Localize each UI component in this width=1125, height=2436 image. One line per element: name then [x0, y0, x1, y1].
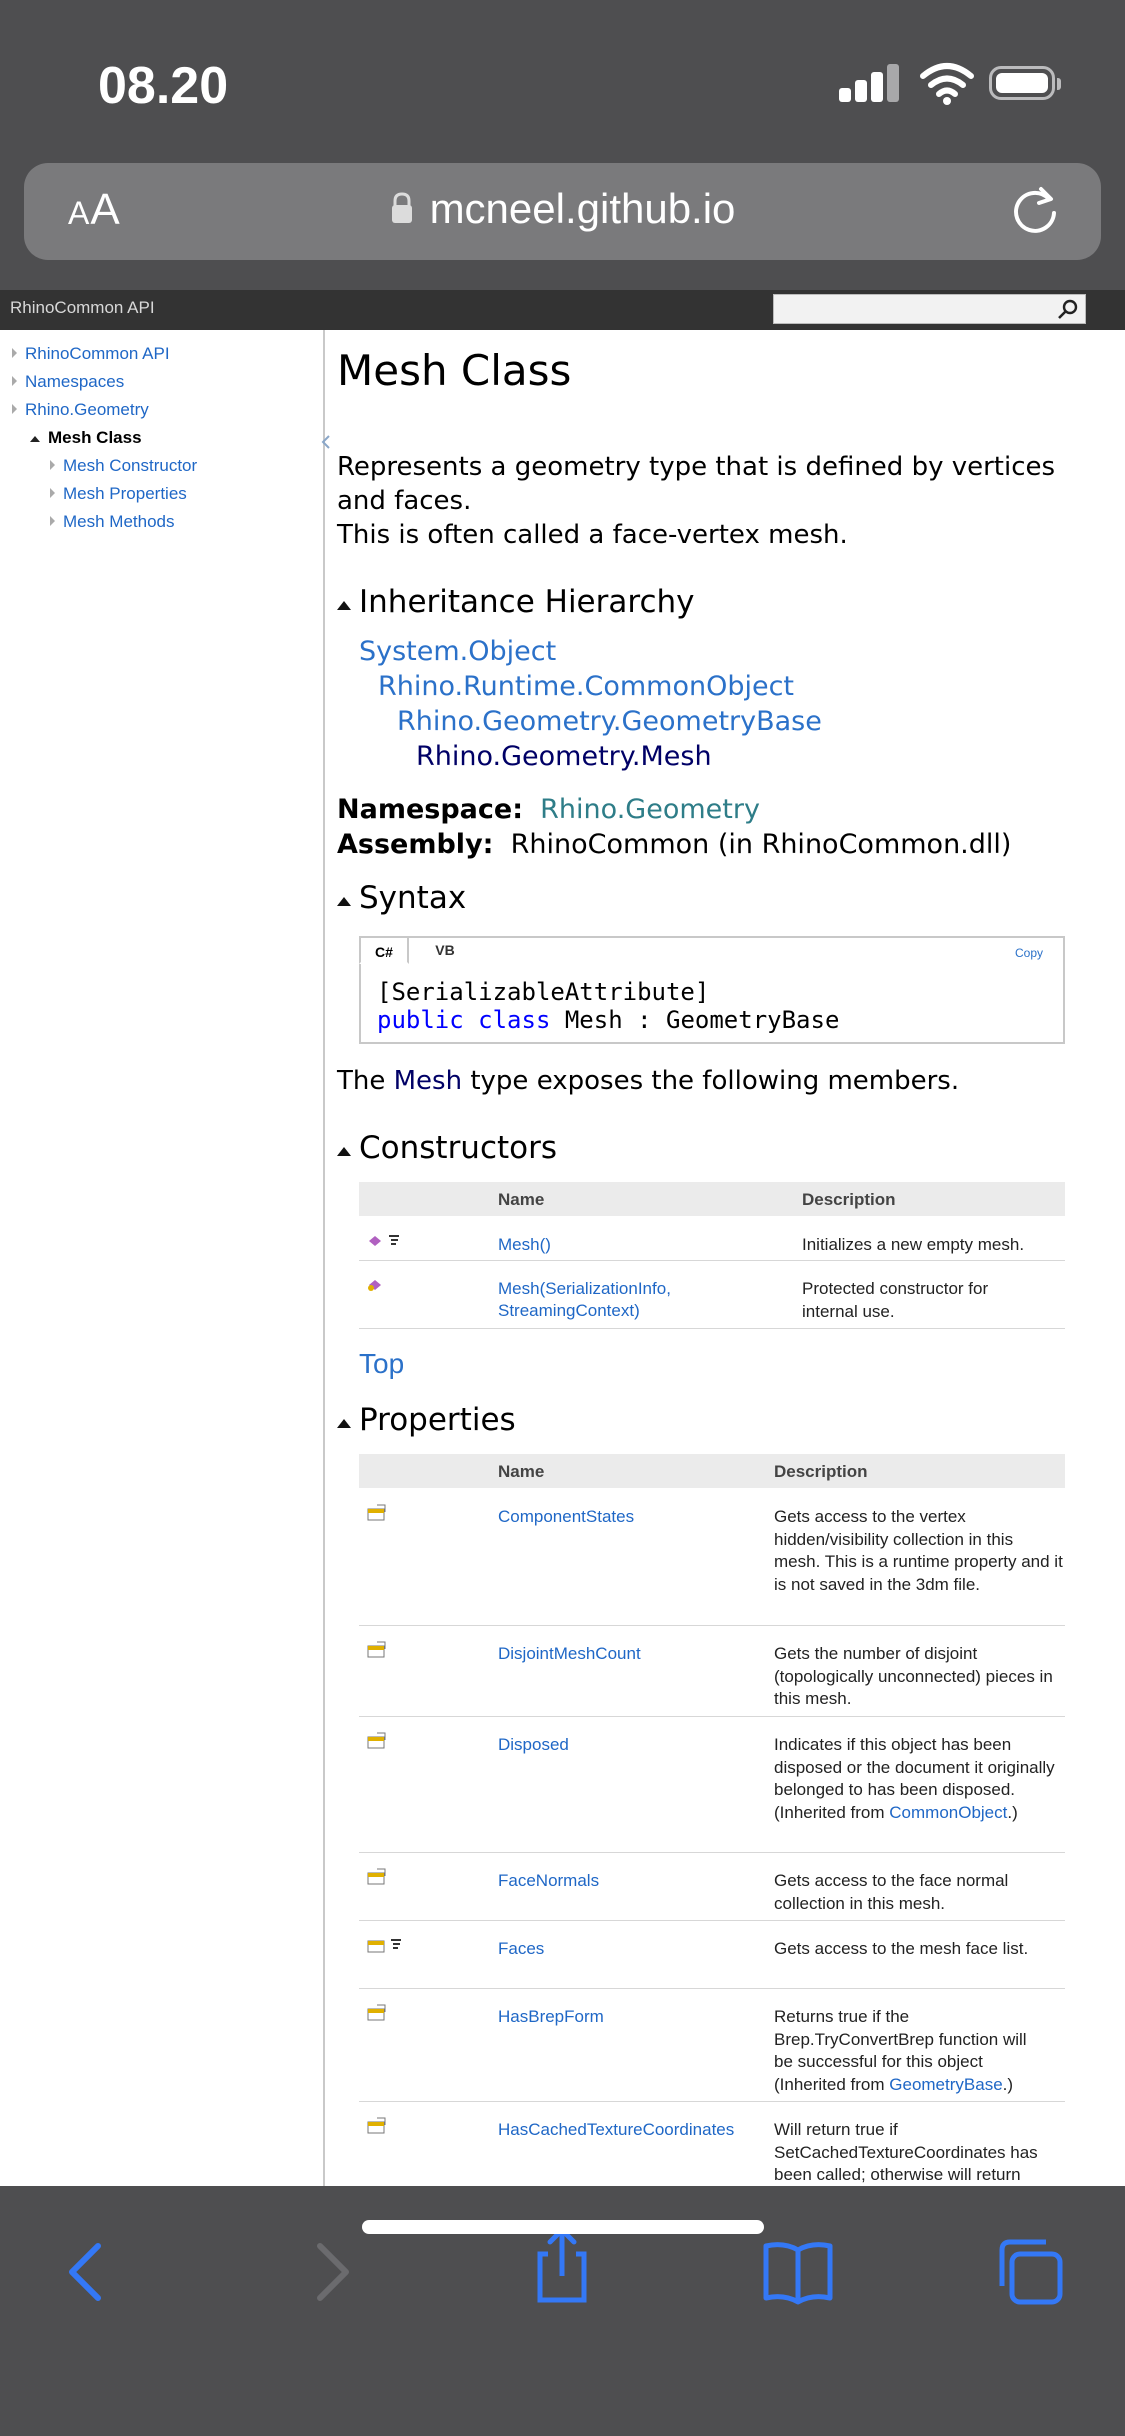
- property-icon: [367, 1641, 387, 1659]
- home-indicator: [362, 2220, 764, 2234]
- search-icon[interactable]: [1057, 298, 1079, 320]
- code-text: [SerializableAttribute] public class Mesh : GeometryBase: [377, 978, 840, 1034]
- property-description: Indicates if this object has been disposed or the document it originally belonged to has been disposed. (Inherited from CommonObject.): [774, 1735, 1055, 1822]
- property-description: Will return true if SetCachedTextureCoordinates has been called; otherwise will return: [774, 2120, 1038, 2185]
- address-bar[interactable]: [24, 163, 1101, 260]
- tabs-icon[interactable]: [990, 2232, 1070, 2312]
- lock-icon: [390, 191, 414, 225]
- table-header: Name Description: [359, 1182, 1065, 1216]
- browser-top-chrome: [0, 0, 1125, 290]
- hierarchy-item[interactable]: Rhino.Geometry.GeometryBase: [397, 706, 822, 737]
- section-constructors-heading[interactable]: Constructors: [337, 1130, 557, 1166]
- table-row: [359, 1920, 1065, 1989]
- page-title: Mesh Class: [337, 346, 572, 395]
- table-header: Name Description: [359, 1454, 1065, 1488]
- expand-arrow-icon: [50, 460, 55, 470]
- members-intro: The Mesh type exposes the following members.: [337, 1066, 960, 1096]
- expand-arrow-icon: [50, 488, 55, 498]
- toc-item-mesh-properties[interactable]: Mesh Properties: [50, 484, 187, 504]
- top-link[interactable]: Top: [359, 1348, 405, 1379]
- reload-icon[interactable]: [1007, 183, 1063, 239]
- property-link[interactable]: HasBrepForm: [498, 2007, 604, 2026]
- toc-item-mesh-class[interactable]: Mesh Class: [30, 428, 142, 448]
- namespace-link[interactable]: Rhino.Geometry: [540, 794, 760, 825]
- toc-item-rhino-geometry[interactable]: Rhino.Geometry: [12, 400, 149, 420]
- back-icon[interactable]: [48, 2232, 128, 2312]
- section-properties-heading[interactable]: Properties: [337, 1402, 516, 1438]
- property-description: Gets the number of disjoint (topologically unconnected) pieces in this mesh.: [774, 1644, 1053, 1709]
- battery-icon: [989, 66, 1055, 100]
- copy-link[interactable]: Copy: [1011, 946, 1047, 960]
- summary-line-1: Represents a geometry type that is defined by vertices and faces.: [337, 452, 1056, 516]
- table-row: [359, 1716, 1065, 1853]
- property-description: Gets access to the face normal collection in this mesh.: [774, 1871, 1009, 1913]
- toc-item-mesh-methods[interactable]: Mesh Methods: [50, 512, 175, 532]
- expand-arrow-icon: [50, 516, 55, 526]
- property-description: Gets access to the mesh face list.: [774, 1939, 1029, 1958]
- collapse-arrow-icon: [30, 436, 40, 442]
- toc-resize-handle-icon[interactable]: [321, 434, 331, 450]
- property-icon: [367, 2117, 387, 2135]
- toc-item-namespaces[interactable]: Namespaces: [12, 372, 124, 392]
- collapse-triangle-icon: [337, 1147, 351, 1156]
- table-row: [359, 1988, 1065, 2102]
- site-header: [0, 290, 1125, 330]
- status-time: 08.20: [98, 57, 229, 115]
- hierarchy-item[interactable]: Rhino.Runtime.CommonObject: [378, 671, 795, 702]
- property-description: Returns true if the Brep.TryConvertBrep function will be successful for this object (Inherited from GeometryBase.): [774, 2007, 1027, 2094]
- collapse-triangle-icon: [337, 601, 351, 610]
- site-title[interactable]: RhinoCommon API: [10, 298, 155, 317]
- toc-item-mesh-constructor[interactable]: Mesh Constructor: [50, 456, 197, 476]
- inherited-from-link[interactable]: GeometryBase: [889, 2074, 1003, 2094]
- search-input[interactable]: [773, 294, 1086, 324]
- bookmarks-icon[interactable]: [758, 2232, 838, 2312]
- toc-item-rhinocommon-api[interactable]: RhinoCommon API: [12, 344, 170, 364]
- constructors-table: [359, 1182, 1065, 1362]
- table-row: [359, 1260, 1065, 1329]
- section-syntax-heading[interactable]: Syntax: [337, 880, 466, 916]
- property-link[interactable]: FaceNormals: [498, 1871, 600, 1890]
- constructor-link[interactable]: Mesh(SerializationInfo, StreamingContext): [498, 1279, 671, 1320]
- table-row: [359, 1488, 1065, 1626]
- forward-icon[interactable]: [290, 2232, 370, 2312]
- table-row: [359, 1216, 1065, 1261]
- namespace-line: Namespace: Rhino.Geometry: [337, 794, 760, 825]
- property-link[interactable]: ComponentStates: [498, 1507, 635, 1526]
- mesh-type-link[interactable]: Mesh: [393, 1066, 463, 1096]
- collapse-triangle-icon: [337, 897, 351, 906]
- code-snippet-box: [359, 936, 1065, 1044]
- properties-table: [359, 1454, 1065, 2194]
- property-icon: [367, 1504, 387, 1522]
- assembly-line: Assembly: RhinoCommon (in RhinoCommon.dll): [337, 829, 1012, 860]
- property-static-icon: [367, 1936, 407, 1954]
- property-link[interactable]: DisjointMeshCount: [498, 1644, 641, 1663]
- property-link[interactable]: HasCachedTextureCoordinates: [498, 2120, 735, 2139]
- tab-csharp[interactable]: C#: [359, 936, 409, 964]
- constructor-description: Initializes a new empty mesh.: [802, 1235, 1025, 1254]
- signal-icon: [839, 62, 901, 106]
- main-content: [337, 330, 1097, 2186]
- expand-arrow-icon: [12, 376, 17, 386]
- public-constructor-icon: [367, 1232, 407, 1250]
- property-description: Gets access to the vertex hidden/visibility collection in this mesh. This is a runtime property and it is not saved in the 3dm file.: [774, 1507, 1063, 1594]
- url-text: mcneel.github.io: [429, 185, 736, 232]
- inherited-from-link[interactable]: CommonObject: [889, 1802, 1008, 1822]
- constructor-link[interactable]: Mesh(): [498, 1235, 551, 1254]
- expand-arrow-icon: [12, 348, 17, 358]
- property-icon: [367, 2004, 387, 2022]
- property-link[interactable]: Disposed: [498, 1735, 569, 1754]
- expand-arrow-icon: [12, 404, 17, 414]
- constructor-description: Protected constructor for internal use.: [802, 1279, 989, 1321]
- toc-sidebar: [0, 330, 325, 2186]
- summary-line-2: This is often called a face-vertex mesh.: [337, 520, 848, 550]
- hierarchy-item-current: Rhino.Geometry.Mesh: [416, 741, 712, 772]
- table-row: [359, 1852, 1065, 1921]
- property-link[interactable]: Faces: [498, 1939, 545, 1958]
- table-row: [359, 1625, 1065, 1717]
- protected-constructor-icon: [367, 1276, 407, 1294]
- collapse-triangle-icon: [337, 1419, 351, 1428]
- section-inheritance-heading[interactable]: Inheritance Hierarchy: [337, 584, 694, 620]
- property-icon: [367, 1868, 387, 1886]
- url-display[interactable]: [24, 185, 1101, 233]
- class-summary: [337, 450, 1077, 552]
- property-icon: [367, 1732, 387, 1750]
- reader-aa-button[interactable]: AA: [68, 185, 121, 234]
- hierarchy-item[interactable]: System.Object: [359, 636, 557, 667]
- wifi-icon: [919, 62, 975, 106]
- share-icon[interactable]: [522, 2224, 602, 2304]
- tab-vb[interactable]: VB: [435, 942, 455, 958]
